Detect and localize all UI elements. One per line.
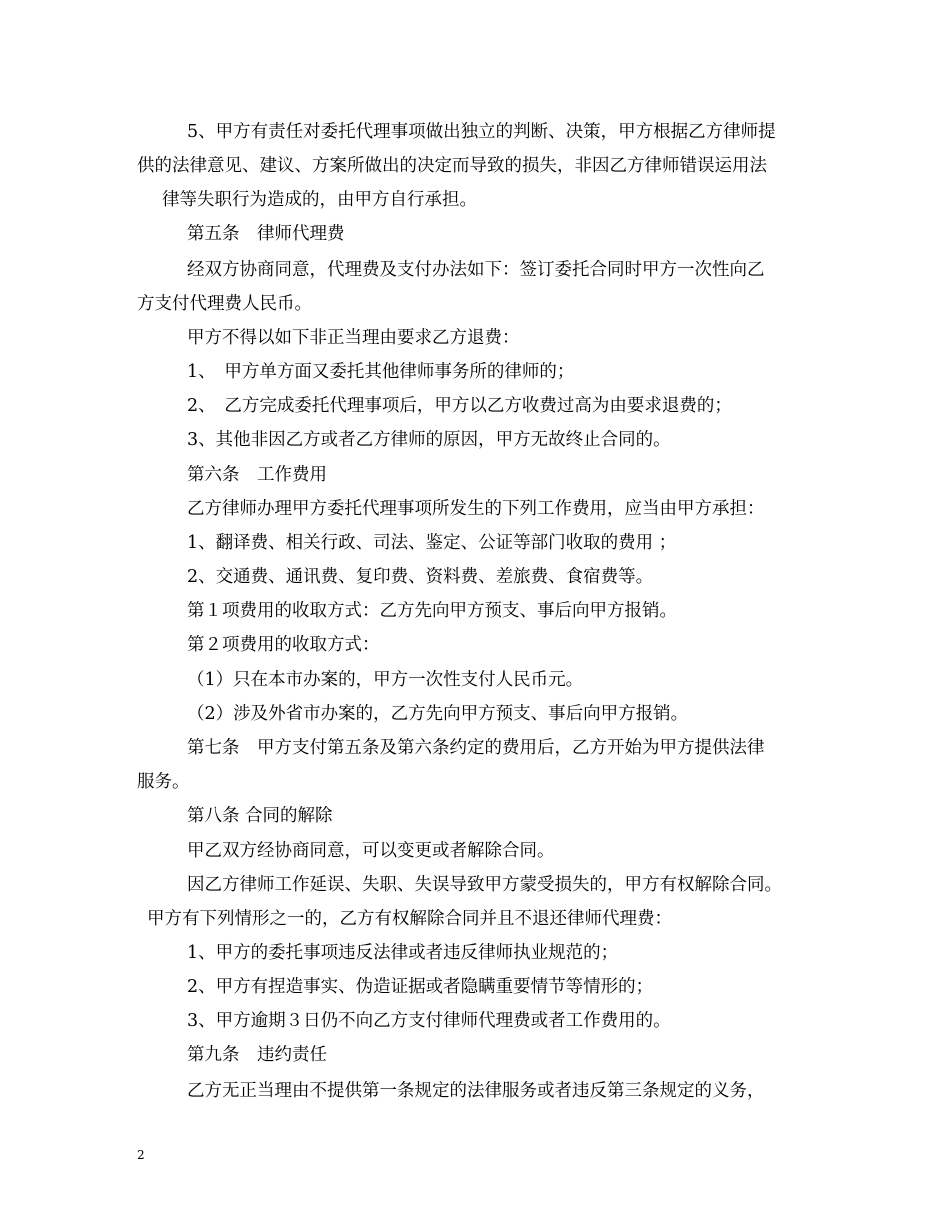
list-item: 2、交通费、通讯费、复印费、资料费、差旅费、食宿费等。: [187, 567, 654, 587]
list-item: 3、其他非因乙方或者乙方律师的原因，甲方无故终止合同的。: [187, 430, 671, 450]
text-line: 乙方无正当理由不提供第一条规定的法律服务或者违反第三条规定的义务，: [187, 1081, 765, 1101]
list-item: 1、翻译费、相关行政、司法、鉴定、公证等部门收取的费用 ；: [187, 533, 677, 553]
text-line: 律等失职行为造成的，由甲方自行承担。: [162, 190, 477, 210]
text-line: 因乙方律师工作延误、失职、失误导致甲方蒙受损失的，甲方有权解除合同。: [187, 875, 782, 895]
section-heading: 第七条 甲方支付第五条及第六条约定的费用后，乙方开始为甲方提供法律: [187, 738, 765, 758]
section-heading: 第六条 工作费用: [187, 465, 327, 485]
section-heading: 第九条 违约责任: [187, 1045, 327, 1065]
list-item: 2、甲方有捏造事实、伪造证据或者隐瞒重要情节等情形的；: [187, 977, 654, 997]
section-heading: 第八条 合同的解除: [187, 806, 333, 826]
list-item: 1、甲方的委托事项违反法律或者违反律师执业规范的；: [187, 943, 619, 963]
page-number: 2: [137, 1148, 145, 1162]
text-line: 第１项费用的收取方式：乙方先向甲方预支、事后向甲方报销。: [187, 601, 677, 621]
text-line: 供的法律意见、建议、方案所做出的决定而导致的损失，非因乙方律师错误运用法: [137, 156, 767, 176]
list-item: 3、甲方逾期３日仍不向乙方支付律师代理费或者工作费用的。: [187, 1011, 671, 1031]
text-line: 经双方协商同意，代理费及支付办法如下：签订委托合同时甲方一次性向乙: [187, 260, 765, 280]
text-line: 第２项费用的收取方式：: [187, 635, 380, 655]
list-item: 2、 乙方完成委托代理事项后，甲方以乙方收费过高为由要求退费的；: [187, 396, 732, 416]
text-line: 甲方不得以如下非正当理由要求乙方退费：: [187, 328, 520, 348]
text-line: 方支付代理费人民币。: [137, 294, 312, 314]
section-heading: 第五条 律师代理费: [187, 224, 345, 244]
text-line: 服务。: [137, 772, 190, 792]
text-line: 甲乙双方经协商同意，可以变更或者解除合同。: [187, 841, 555, 861]
text-line: 乙方律师办理甲方委托代理事项所发生的下列工作费用，应当由甲方承担：: [187, 499, 765, 519]
text-line: 甲方有下列情形之一的，乙方有权解除合同并且不退还律师代理费：: [147, 909, 672, 929]
list-item: （2）涉及外省市办案的，乙方先向甲方预支、事后向甲方报销。: [187, 704, 689, 724]
text-line: 5、甲方有责任对委托代理事项做出独立的判断、决策，甲方根据乙方律师提: [187, 122, 776, 142]
list-item: 1、 甲方单方面又委托其他律师事务所的律师的；: [187, 362, 575, 382]
list-item: （1）只在本市办案的，甲方一次性支付人民币元。: [187, 670, 584, 690]
